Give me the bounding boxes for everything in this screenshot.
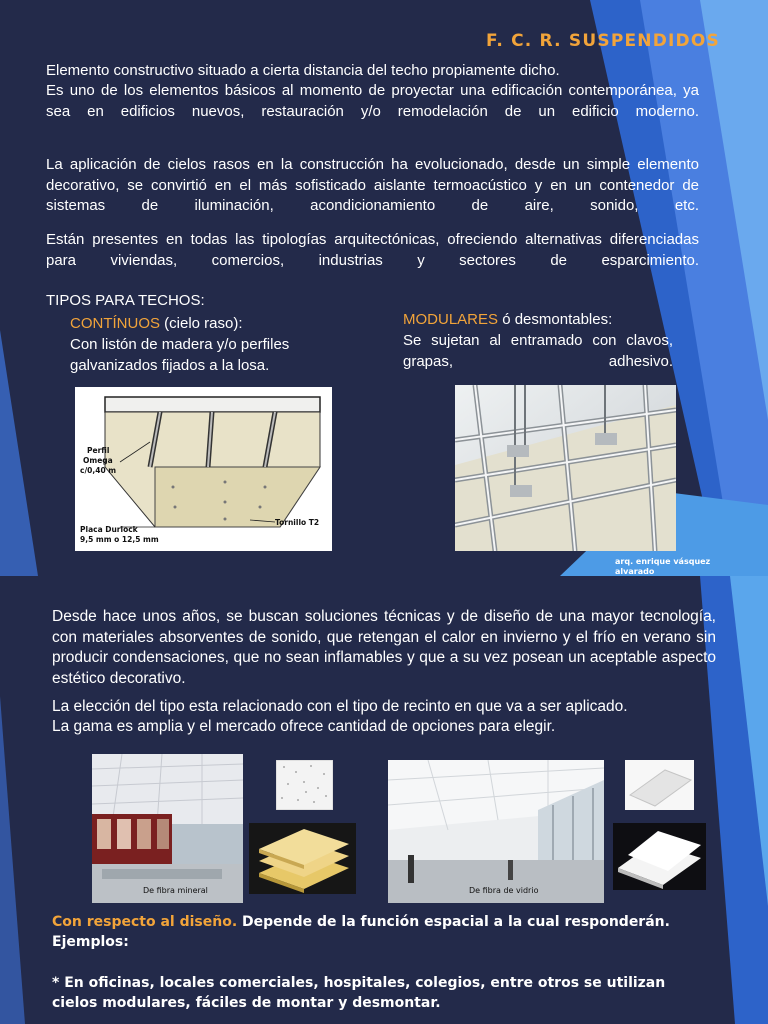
white-panel-photo — [625, 760, 694, 810]
author-line-2: alvarado — [615, 567, 655, 576]
modulares-description: Se sujetan al entramado con clavos, grapas, adhesivo. — [403, 332, 673, 370]
design-period: . — [231, 914, 238, 930]
diagram-label-omega: Omega — [83, 456, 113, 465]
intro-paragraph: Es uno de los elementos básicos al momento de proyectar una edificación contemporánea, ya sea en edificios nuevos, restauración y/o remodelación de un edificio moderno. — [46, 82, 699, 120]
author-line-1: arq. enrique vásquez — [615, 557, 711, 566]
white-panels-stack-photo — [613, 823, 706, 890]
modulares-label: MODULARES — [403, 311, 499, 328]
paragraph-typologies: Están presentes en todas las tipologías arquitectónicas, ofreciendo alternativas diferenciadas para viviendas, comercios, industrias y sectores de esparcimiento. — [46, 231, 699, 269]
continuos-label: CONTÍNUOS — [70, 315, 160, 332]
speckled-tile-photo — [276, 760, 333, 810]
paragraph-choice-1: La elección del tipo esta relacionado con el tipo de recinto en que va a ser aplicado. — [52, 698, 628, 715]
page-title: F. C. R. SUSPENDIDOS — [486, 31, 720, 51]
glass-fiber-photo — [388, 760, 604, 903]
paragraph-evolution: La aplicación de cielos rasos en la construcción ha evolucionado, desde un simple elemento decorativo, se convirtió en el más sofisticado aislante termoacústico y en un contenedor de sistemas de iluminación, acondicionamiento de aire, sonido, etc. — [46, 156, 699, 214]
intro-line: Elemento constructivo situado a cierta distancia del techo propiamente dicho. — [46, 62, 560, 79]
design-text: Depende de la función espacial a la cual responderán. — [237, 914, 670, 930]
tipos-heading: TIPOS PARA TECHOS: — [46, 292, 205, 309]
modulares-suffix: ó desmontables: — [498, 311, 613, 328]
design-heading — [52, 912, 716, 932]
mineral-fiber-photo — [92, 754, 243, 903]
modulares-heading — [403, 310, 612, 331]
stacked-panels-photo — [249, 823, 356, 894]
diagram-label-placa: Placa Durlock — [80, 525, 138, 534]
ejemplos-label: Ejemplos: — [52, 934, 129, 950]
continuos-heading — [70, 314, 243, 335]
diagram-label-tornillo: Tornillo T2 — [275, 518, 320, 527]
continuous-ceiling-diagram — [75, 387, 332, 551]
author-caption — [615, 557, 710, 576]
paragraph-solutions: Desde hace unos años, se buscan soluciones técnicas y de diseño de una mayor tecnología, con materiales absorventes de sonido, que retengan el calor en invierno y el frío en verano sin producir condensaciones, que no sean inflamables y que a su vez posean un aceptable aspecto estético decorativo. — [52, 608, 716, 687]
diagram-label-perfil: Perfil — [87, 446, 110, 455]
paragraph-choice-2: La gama es amplia y el mercado ofrece cantidad de opciones para elegir. — [52, 718, 556, 735]
modular-grid-photo — [455, 385, 676, 551]
caption-fibra-mineral: De fibra mineral — [143, 886, 208, 895]
diagram-label-spacing: c/0,40 m — [80, 466, 117, 475]
continuos-suffix: (cielo raso): — [160, 315, 243, 332]
design-label: Con respecto al diseño — [52, 914, 232, 930]
example-offices: * En oficinas, locales comerciales, hospitales, colegios, entre otros se utilizan cielos modulares, fáciles de montar y desmontar. — [52, 975, 666, 1011]
diagram-label-placa-size: 9,5 mm o 12,5 mm — [80, 535, 159, 544]
slide-2 — [0, 576, 768, 1024]
caption-fibra-vidrio: De fibra de vidrio — [469, 886, 539, 895]
continuos-description: Con listón de madera y/o perfiles galvanizados fijados a la losa. — [70, 336, 290, 374]
